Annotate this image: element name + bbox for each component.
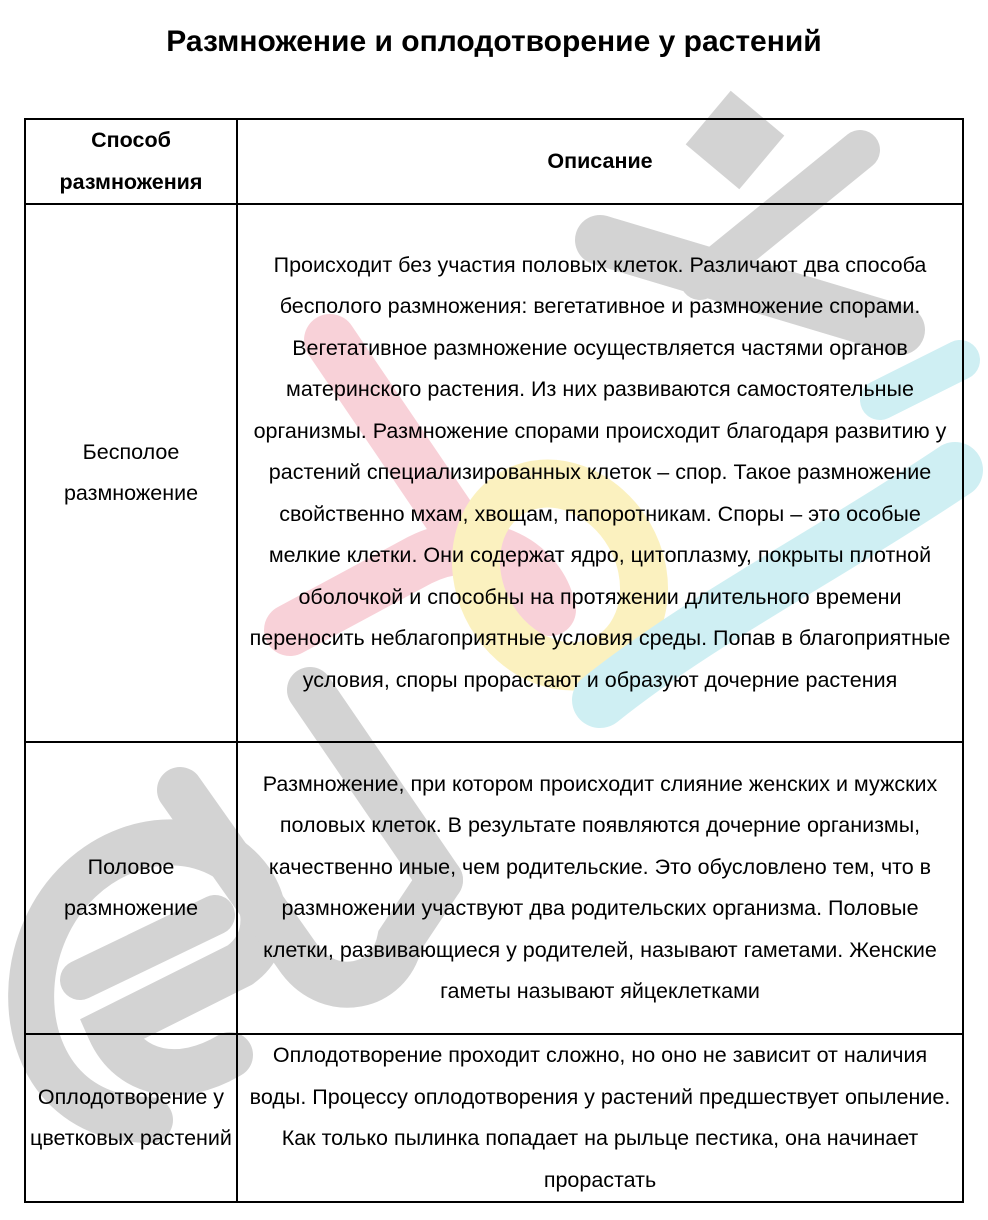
table-row	[25, 204, 963, 742]
table-row	[25, 742, 963, 1034]
header-method: Способ размножения	[25, 119, 237, 204]
method-cell: Бесполое размножение	[25, 204, 237, 742]
method-cell: Половое размножение	[25, 742, 237, 1034]
page-title: Размножение и оплодотворение у растений	[166, 25, 822, 58]
description-cell: Оплодотворение проходит сложно, но оно не зависит от наличия воды. Процессу оплодотворения у растений предшествует опыление. Как только пылинка попадает на рыльце пестика, она начинает прорастать	[237, 1034, 963, 1202]
table-row	[25, 1034, 963, 1202]
method-cell: Оплодотворение у цветковых растений	[25, 1034, 237, 1202]
description-cell: Размножение, при котором происходит слияние женских и мужских половых клеток. В результате появляются дочерние организмы, качественно иные, чем родительские. Это обусловлено тем, что в размножении участвуют два родительских организма. Половые клетки, развивающиеся у родителей, называют гаметами. Женские гаметы называют яйцеклетками	[237, 742, 963, 1034]
header-description: Описание	[237, 119, 963, 204]
reproduction-table	[24, 118, 964, 1203]
table-header-row	[25, 119, 963, 204]
description-cell: Происходит без участия половых клеток. Различают два способа бесполого размножения: вегетативное и размножение спорами. Вегетативное размножение осуществляется частями органов материнского растения. Из них развиваются самостоятельные организмы. Размножение спорами происходит благодаря развитию у растений специализированных клеток – спор. Такое размножение свойственно мхам, хвощам, папоротникам. Споры – это особые мелкие клетки. Они содержат ядро, цитоплазму, покрыты плотной оболочкой и способны на протяжении длительного времени переносить неблагоприятные условия среды. Попав в благоприятные условия, споры прорастают и образуют дочерние растения	[237, 204, 963, 742]
